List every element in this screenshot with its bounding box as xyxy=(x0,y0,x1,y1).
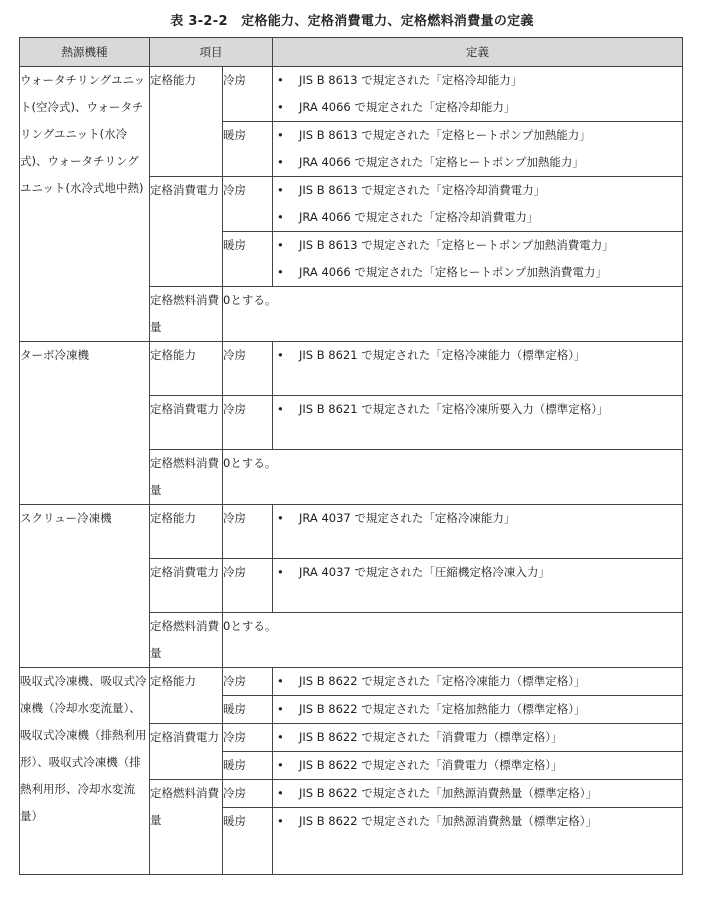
definition-cell xyxy=(273,780,683,808)
definition-bullet: • JIS B 8622 で規定された「定格冷凍能力（標準定格）」 xyxy=(273,668,682,695)
definition-cell xyxy=(273,752,683,780)
definition-bullet: • JIS B 8622 で規定された「消費電力（標準定格）」 xyxy=(273,724,682,751)
definition-bullet: • JIS B 8622 で規定された「加熱源消費熱量（標準定格）」 xyxy=(273,780,682,807)
mode-cool: 冷房 xyxy=(223,724,273,752)
source-chiller: ウォータチリングユニット(空冷式)、ウォータチリングユニット(水冷式)、ウォータチリングユニット(水冷式地中熱) xyxy=(20,67,150,342)
item-fuel: 定格燃料消費量 xyxy=(150,613,223,668)
mode-cool: 冷房 xyxy=(223,780,273,808)
mode-cool: 冷房 xyxy=(223,396,273,450)
item-power: 定格消費電力 xyxy=(150,177,223,287)
item-fuel: 定格燃料消費量 xyxy=(150,780,223,875)
table-caption: 表 3-2-2 定格能力、定格消費電力、定格燃料消費量の定義 xyxy=(170,14,534,29)
source-turbo: ターボ冷凍機 xyxy=(20,342,150,505)
zero-value: 0とする。 xyxy=(223,613,683,668)
item-fuel: 定格燃料消費量 xyxy=(150,287,223,342)
header-definition: 定義 xyxy=(273,38,683,67)
definition-bullet: • JRA 4037 で規定された「圧縮機定格冷凍入力」 xyxy=(273,559,682,586)
definition-cell xyxy=(273,696,683,724)
mode-cool: 冷房 xyxy=(223,177,273,232)
item-power: 定格消費電力 xyxy=(150,559,223,613)
mode-heat: 暖房 xyxy=(223,122,273,177)
definition-bullet: • JIS B 8622 で規定された「加熱源消費熱量（標準定格）」 xyxy=(273,808,682,835)
definition-bullet: • JRA 4066 で規定された「定格ヒートポンプ加熱消費電力」 xyxy=(273,259,682,286)
definition-cell xyxy=(273,232,683,287)
item-power: 定格消費電力 xyxy=(150,724,223,780)
definition-bullet: • JRA 4066 で規定された「定格冷却消費電力」 xyxy=(273,204,682,231)
mode-cool: 冷房 xyxy=(223,668,273,696)
table-row xyxy=(20,342,683,396)
definition-bullet: • JIS B 8621 で規定された「定格冷凍能力（標準定格）」 xyxy=(273,342,682,369)
definition-cell xyxy=(273,808,683,875)
definition-bullet: • JIS B 8622 で規定された「消費電力（標準定格）」 xyxy=(273,752,682,779)
definition-bullet: • JIS B 8613 で規定された「定格冷却消費電力」 xyxy=(273,177,682,204)
definition-table xyxy=(19,37,683,875)
definition-cell xyxy=(273,122,683,177)
item-capacity: 定格能力 xyxy=(150,505,223,559)
definition-cell xyxy=(273,396,683,450)
table-row xyxy=(20,505,683,559)
definition-bullet: • JIS B 8613 で規定された「定格ヒートポンプ加熱能力」 xyxy=(273,122,682,149)
mode-cool: 冷房 xyxy=(223,342,273,396)
mode-heat: 暖房 xyxy=(223,696,273,724)
header-source: 熱源機種 xyxy=(20,38,150,67)
definition-cell xyxy=(273,67,683,122)
definition-bullet: • JIS B 8613 で規定された「定格冷却能力」 xyxy=(273,67,682,94)
source-absorption: 吸収式冷凍機、吸収式冷凍機（冷却水変流量）、吸収式冷凍機（排熱利用形）、吸収式冷凍機（排熱利用形、冷却水変流量） xyxy=(20,668,150,875)
definition-bullet: • JIS B 8622 で規定された「定格加熱能力（標準定格）」 xyxy=(273,696,682,723)
mode-cool: 冷房 xyxy=(223,559,273,613)
item-capacity: 定格能力 xyxy=(150,668,223,724)
header-row xyxy=(20,38,683,67)
definition-cell xyxy=(273,177,683,232)
definition-cell xyxy=(273,342,683,396)
definition-bullet: • JRA 4066 で規定された「定格冷却能力」 xyxy=(273,94,682,121)
definition-bullet: • JRA 4037 で規定された「定格冷凍能力」 xyxy=(273,505,682,532)
mode-cool: 冷房 xyxy=(223,67,273,122)
item-capacity: 定格能力 xyxy=(150,342,223,396)
definition-bullet: • JIS B 8621 で規定された「定格冷凍所要入力（標準定格）」 xyxy=(273,396,682,423)
mode-heat: 暖房 xyxy=(223,232,273,287)
item-capacity: 定格能力 xyxy=(150,67,223,177)
table-row xyxy=(20,67,683,122)
definition-cell xyxy=(273,559,683,613)
source-screw: スクリュー冷凍機 xyxy=(20,505,150,668)
zero-value: 0とする。 xyxy=(223,287,683,342)
definition-bullet: • JIS B 8613 で規定された「定格ヒートポンプ加熱消費電力」 xyxy=(273,232,682,259)
definition-cell xyxy=(273,505,683,559)
table-row xyxy=(20,668,683,696)
definition-cell xyxy=(273,724,683,752)
item-power: 定格消費電力 xyxy=(150,396,223,450)
mode-heat: 暖房 xyxy=(223,808,273,875)
mode-heat: 暖房 xyxy=(223,752,273,780)
mode-cool: 冷房 xyxy=(223,505,273,559)
definition-cell xyxy=(273,668,683,696)
item-fuel: 定格燃料消費量 xyxy=(150,450,223,505)
definition-bullet: • JRA 4066 で規定された「定格ヒートポンプ加熱能力」 xyxy=(273,149,682,176)
header-item: 項目 xyxy=(150,38,273,67)
zero-value: 0とする。 xyxy=(223,450,683,505)
